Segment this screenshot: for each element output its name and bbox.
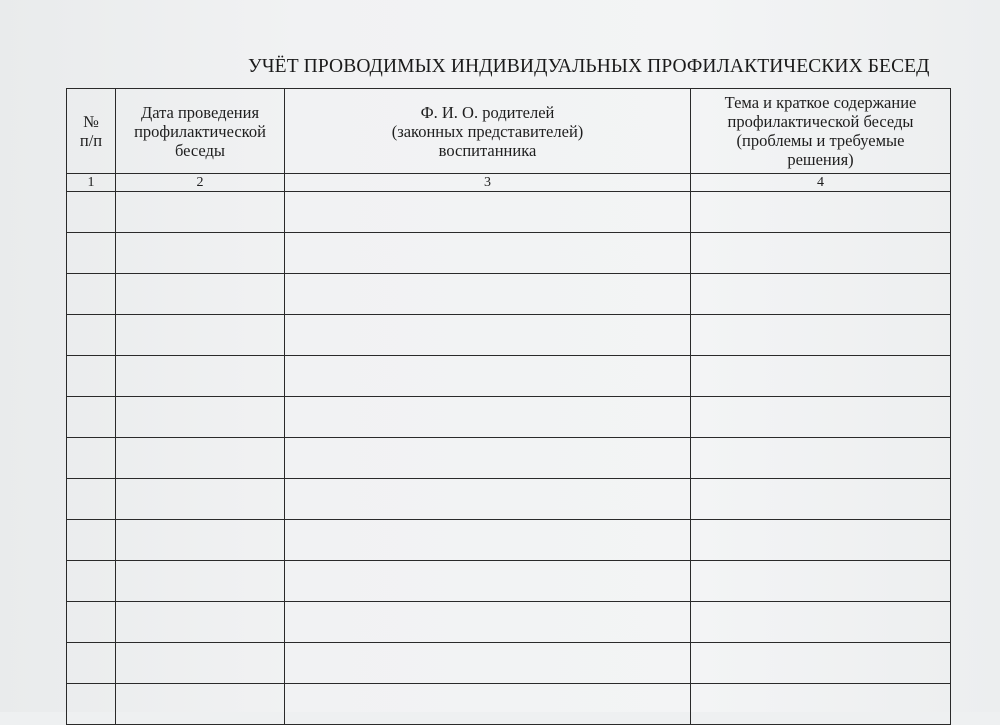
table-header-row <box>67 89 951 174</box>
table-row <box>67 643 951 684</box>
table-row <box>67 356 951 397</box>
column-number-4: 4 <box>691 174 951 192</box>
column-header-date: Дата проведения профилактической беседы <box>116 89 285 174</box>
cell-parents-name <box>285 274 691 315</box>
table-row <box>67 397 951 438</box>
column-number-3: 3 <box>285 174 691 192</box>
cell-number <box>67 192 116 233</box>
cell-number <box>67 684 116 725</box>
cell-date <box>116 643 285 684</box>
cell-date <box>116 315 285 356</box>
cell-topic <box>691 274 951 315</box>
cell-parents-name <box>285 643 691 684</box>
table-row <box>67 233 951 274</box>
cell-number <box>67 561 116 602</box>
cell-date <box>116 479 285 520</box>
cell-parents-name <box>285 684 691 725</box>
table-row <box>67 602 951 643</box>
column-numbers-row <box>67 174 951 192</box>
column-header-number: № п/п <box>67 89 116 174</box>
cell-date <box>116 602 285 643</box>
cell-parents-name <box>285 192 691 233</box>
column-number-2: 2 <box>116 174 285 192</box>
cell-topic <box>691 438 951 479</box>
table-row <box>67 438 951 479</box>
cell-parents-name <box>285 479 691 520</box>
cell-parents-name <box>285 438 691 479</box>
table-row <box>67 315 951 356</box>
cell-number <box>67 233 116 274</box>
cell-parents-name <box>285 315 691 356</box>
document-title: УЧЁТ ПРОВОДИМЫХ ИНДИВИДУАЛЬНЫХ ПРОФИЛАКТИЧЕСКИХ БЕСЕД <box>248 56 930 77</box>
cell-parents-name <box>285 233 691 274</box>
cell-topic <box>691 520 951 561</box>
cell-date <box>116 520 285 561</box>
cell-parents-name <box>285 520 691 561</box>
cell-topic <box>691 397 951 438</box>
table-row <box>67 192 951 233</box>
table-row <box>67 274 951 315</box>
column-header-topic: Тема и краткое содержание профилактической беседы (проблемы и требуемые решения) <box>691 89 951 174</box>
table-row <box>67 561 951 602</box>
cell-date <box>116 438 285 479</box>
table-row <box>67 684 951 725</box>
conversations-log-table <box>66 88 951 725</box>
cell-topic <box>691 233 951 274</box>
cell-date <box>116 397 285 438</box>
cell-parents-name <box>285 561 691 602</box>
cell-topic <box>691 479 951 520</box>
cell-parents-name <box>285 602 691 643</box>
cell-number <box>67 356 116 397</box>
cell-topic <box>691 602 951 643</box>
column-header-parents-name: Ф. И. О. родителей (законных представителей) воспитанника <box>285 89 691 174</box>
cell-number <box>67 438 116 479</box>
column-number-1: 1 <box>67 174 116 192</box>
cell-topic <box>691 684 951 725</box>
table-row <box>67 479 951 520</box>
cell-date <box>116 561 285 602</box>
cell-date <box>116 274 285 315</box>
cell-topic <box>691 192 951 233</box>
cell-date <box>116 233 285 274</box>
cell-number <box>67 479 116 520</box>
cell-date <box>116 192 285 233</box>
cell-parents-name <box>285 397 691 438</box>
cell-number <box>67 274 116 315</box>
cell-number <box>67 643 116 684</box>
table-row <box>67 520 951 561</box>
cell-parents-name <box>285 356 691 397</box>
cell-number <box>67 520 116 561</box>
cell-date <box>116 356 285 397</box>
cell-number <box>67 602 116 643</box>
cell-number <box>67 315 116 356</box>
cell-topic <box>691 643 951 684</box>
cell-date <box>116 684 285 725</box>
cell-number <box>67 397 116 438</box>
cell-topic <box>691 356 951 397</box>
cell-topic <box>691 561 951 602</box>
cell-topic <box>691 315 951 356</box>
